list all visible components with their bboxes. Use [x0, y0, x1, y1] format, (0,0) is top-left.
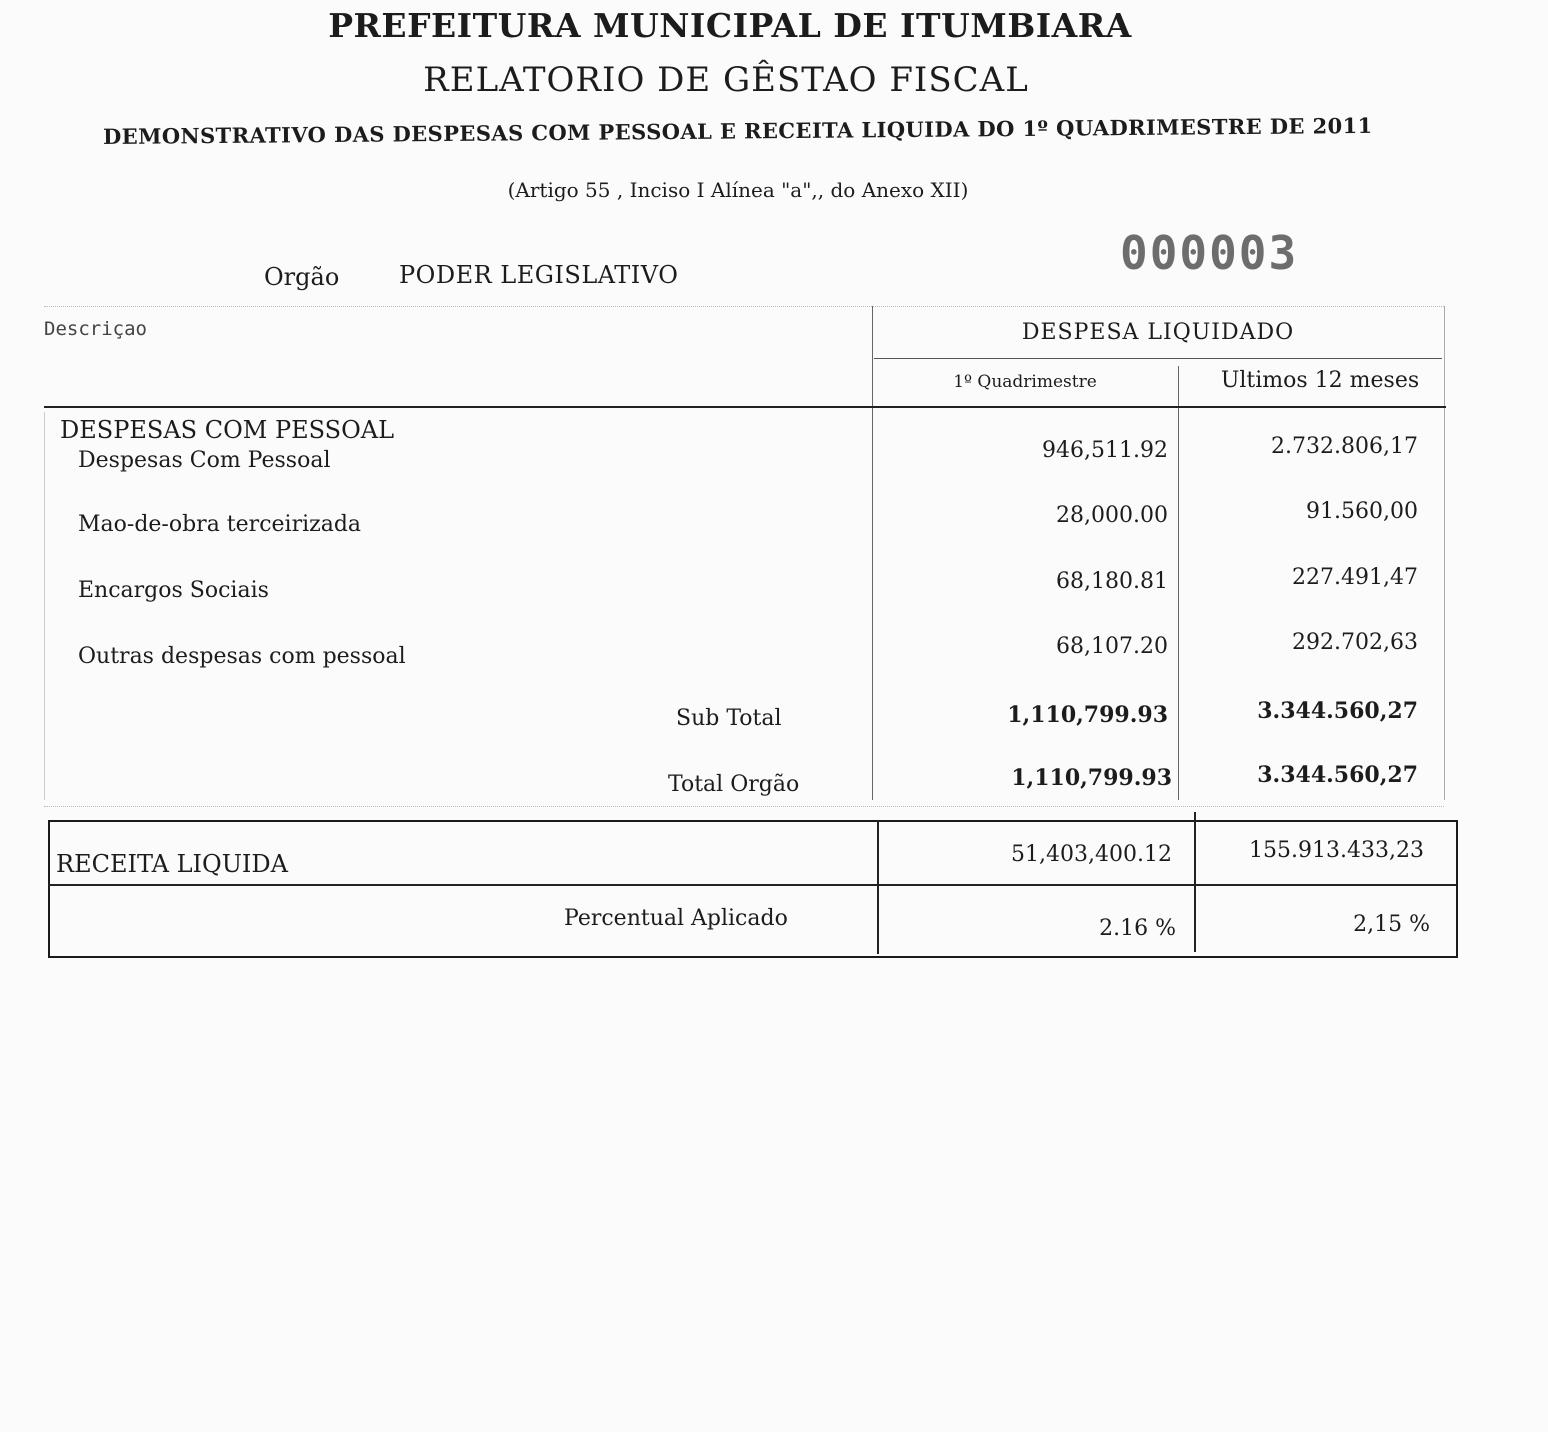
row-value-q1: 68,180.81	[1056, 569, 1168, 594]
row-value-12m: 2.732.806,17	[1271, 434, 1418, 459]
section-title: DESPESAS COM PESSOAL	[60, 416, 395, 444]
receita-value-q1: 51,403,400.12	[1011, 842, 1172, 867]
row-value-q1: 28,000.00	[1056, 503, 1168, 528]
row-label: Outras despesas com pessoal	[78, 644, 406, 669]
row-value-q1: 68,107.20	[1056, 634, 1168, 659]
percentual-label: Percentual Aplicado	[564, 906, 788, 931]
orgao-label: Orgão	[264, 263, 340, 291]
group-header-underline	[874, 358, 1442, 359]
column-header-12-meses: Ultimos 12 meses	[1220, 368, 1420, 393]
receita-value-12m: 155.913.433,23	[1249, 838, 1424, 863]
column-divider-left	[872, 306, 873, 800]
subtotal-label: Sub Total	[676, 706, 782, 731]
table-bottom-border	[44, 806, 1444, 807]
page-number-stamp: 000003	[1120, 226, 1299, 280]
orgao-value: PODER LEGISLATIVO	[399, 261, 679, 289]
statement-title: DEMONSTRATIVO DAS DESPESAS COM PESSOAL E RECEITA LIQUIDA DO 1º QUADRIMESTRE DE 2011	[103, 112, 1373, 149]
table-left-border	[44, 412, 45, 800]
total-orgao-value-q1: 1,110,799.93	[1011, 765, 1172, 791]
column-header-quadrimestre: 1º Quadrimestre	[953, 372, 1097, 392]
header-bottom-border	[44, 406, 1446, 408]
row-label: Encargos Sociais	[78, 578, 269, 603]
row-value-q1: 946,511.92	[1042, 438, 1168, 463]
receita-divider-left	[877, 820, 879, 954]
total-orgao-value-12m: 3.344.560,27	[1257, 762, 1418, 788]
municipality-title: PREFEITURA MUNICIPAL DE ITUMBIARA	[328, 6, 1132, 45]
subtotal-value-q1: 1,110,799.93	[1007, 702, 1168, 728]
report-title: RELATORIO DE GÊSTAO FISCAL	[423, 60, 1029, 100]
row-label: Mao-de-obra terceirizada	[78, 512, 362, 537]
receita-liquida-label: RECEITA LIQUIDA	[56, 850, 288, 878]
legal-reference: (Artigo 55 , Inciso I Alínea "a",, do Anexo XII)	[507, 178, 969, 202]
receita-row-divider	[48, 884, 1456, 886]
row-value-12m: 227.491,47	[1292, 565, 1418, 590]
row-value-12m: 91.560,00	[1306, 499, 1418, 524]
despesa-liquidado-header: DESPESA LIQUIDADO	[1021, 320, 1295, 345]
total-orgao-label: Total Orgão	[668, 772, 800, 797]
table-top-border	[44, 306, 1444, 307]
row-label: Despesas Com Pessoal	[78, 448, 331, 473]
row-value-12m: 292.702,63	[1292, 630, 1418, 655]
percentual-value-12m: 2,15 %	[1353, 912, 1430, 937]
subtotal-value-12m: 3.344.560,27	[1257, 698, 1418, 724]
descricao-header: Descriçao	[44, 318, 147, 340]
percentual-value-q1: 2.16 %	[1099, 916, 1176, 941]
